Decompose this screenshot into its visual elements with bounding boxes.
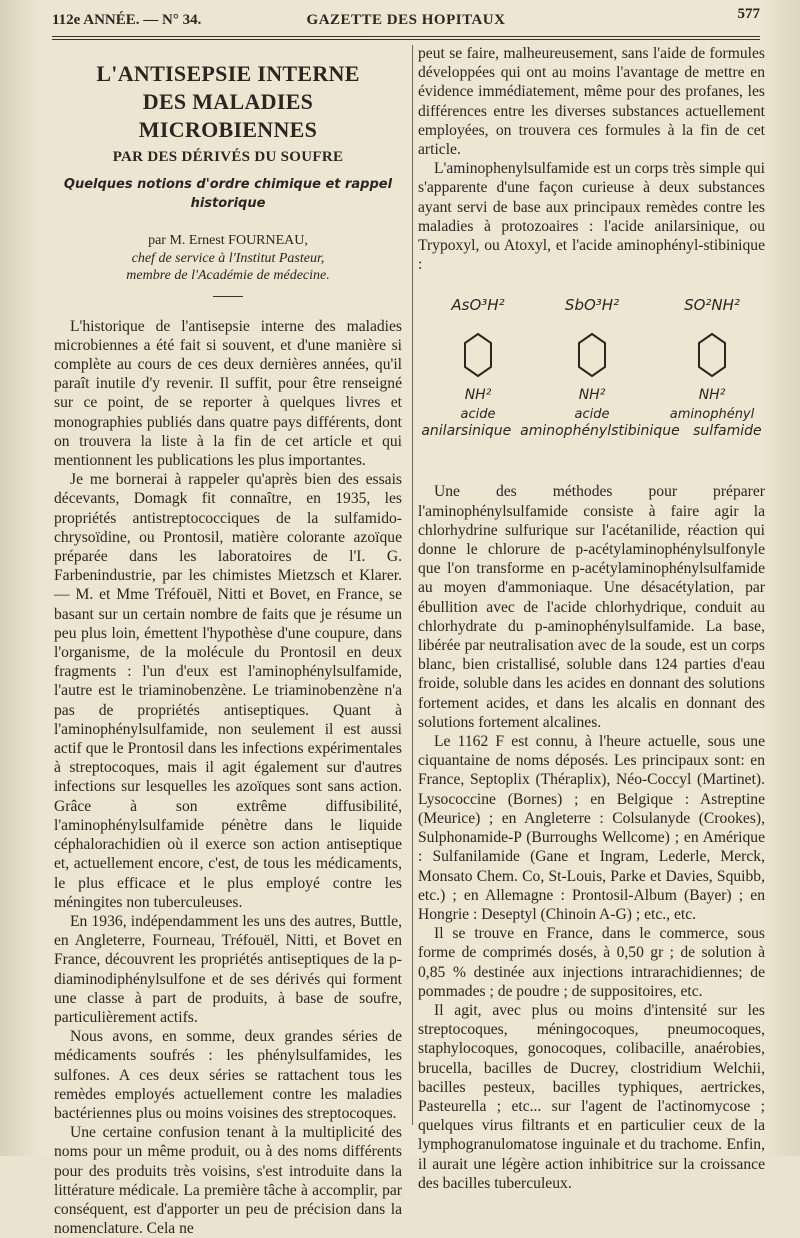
benzene-ring-icon — [652, 332, 772, 378]
title-separator — [213, 296, 243, 297]
header-rule — [52, 36, 760, 37]
right-column — [418, 44, 765, 1193]
paragraph: Il se trouve en France, dans le commerce, sous forme de comprimés dosés, à 0,50 gr ; de solution à 0,85 % destinée aux injections intrarachidiennes; de pommades ; de poudre ; de suppositoires, etc. — [418, 925, 765, 1000]
paragraph: Le 1162 F est connu, à l'heure actuelle, sous une ciquantaine de noms déposés. Les principaux sont: en France, Septoplix (Théraplix), Néo-Coccyl (Martinet). Lysococcine (Bornes) ; en Belgique : Astreptine (Meurice) ; en Angleterre : Colsulanyde (Crookes), Sulphonamide-P (Burroughs Wellcome) ; en Amérique : Sulfanilamide (Gane et Ingram, Lederle, Merck, Monsato Chem. Co, St-Louis, Parke et Davies, Squibb, etc.) ; en Allemagne : Prontosil-Album (Bayer) ; en Hongrie : Deseptyl (Chinoin A-G) ; etc., etc. — [418, 733, 765, 923]
article-subtitle: PAR DES DÉRIVÉS DU SOUFRE — [112, 149, 344, 165]
formula-bottom-group: NH² — [578, 386, 606, 403]
formula-name: sulfamide — [693, 423, 762, 440]
formula-top-group: SbO³H² — [564, 296, 620, 315]
paragraph: Nous avons, en somme, deux grandes séries de médicaments soufrés : les phénylsulfamides, les sulfones. A ces deux séries se rattachent tous les remèdes employés actuellement contre les maladies bactériennes plus ou moins voisines des streptocoques. — [54, 1028, 402, 1122]
paragraph: L'aminophenylsulfamide est un corps très simple qui s'apparente d'une façon curieuse à deux substances ayant servi de base aux principaux remèdes contre les maladies à protozoaires : l'acide anilarsinique, ou Trypoxyl, ou Atoxyl, et l'acide aminophényl-stibinique : — [418, 160, 765, 274]
issue-number: 112e ANNÉE. — N° 34. — [52, 12, 202, 28]
formula-stibinic — [532, 296, 652, 424]
header-rule-double — [52, 39, 760, 40]
page-number: 577 — [737, 6, 760, 22]
formula-bottom-group: NH² — [464, 386, 492, 403]
formula-bottom-group: NH² — [698, 386, 726, 403]
left-column — [54, 44, 402, 1238]
paragraph: Une certaine confusion tenant à la multiplicité des noms pour un même produit, ou à des noms différents pour des produits très voisins, s'est introduite dans la littérature médicale. La première tâche à accomplir, par conséquent, est d'apporter un peu de précision dans la nomenclature. Cela ne — [54, 1124, 402, 1238]
author-byline: par M. Ernest FOURNEAU, — [148, 232, 308, 248]
paragraph: En 1936, indépendamment les uns des autres, Buttle, en Angleterre, Fourneau, Tréfouël, Nitti, et Bovet en France, découvrent les propriétés antiseptiques de la p-diaminodiphénylsulfone et de ses dérivés qui forment une classe à part de produits, à base de soufre, particulièrement actifs. — [54, 912, 402, 1026]
article-title-line1: L'ANTISEPSIE INTERNE — [96, 61, 360, 86]
formula-sulfamide — [652, 296, 772, 424]
formula-anilarsinic — [418, 296, 538, 424]
paragraph: Je me bornerai à rappeler qu'après bien des essais décevants, Domagk fit connaître, en 1935, les propriétés antistreptococciques de la sulfamido-chrysoïdine, ou Prontosil, matière colorante azoïque préparée dans les laboratoires de l'I. G. Farbenindustrie, par les chimistes Mietzsch et Klarer. — M. et Mme Tréfouël, Nitti et Bovet, en France, se basant sur un certain nombre de faits que je résume un peu plus loin, émettent l'hypothèse d'une coupure, dans l'organisme, de la molécule du Prontosil en deux fragments : l'un d'eux est l'aminophénylsulfamide, l'autre est le triaminobenzène. Le triaminobenzène n'a pas de propriétés antiseptiques. Quant à l'aminophénylsulfamide, non seulement il est aussi actif que le Prontosil dans les infections expérimentales à streptocoques, mais il agit également sur d'autres infections sur lesquelles les azoïques sont sans action. Grâce à son extrême diffusibilité, l'aminophénylsulfamide pénètre dans le liquide céphalorachidien où il exerce son action antiseptique et, actuellement encore, c'est, de tous les médicaments, le plus efficace et le plus employé contre les méningites non tuberculeuses. — [54, 471, 402, 911]
author-role-2: membre de l'Académie de médecine. — [126, 267, 330, 283]
page-header — [52, 6, 760, 34]
formula-name: aminophénylstibinique — [520, 423, 680, 440]
article-title-line2: DES MALADIES MICROBIENNES — [138, 89, 318, 142]
formula-top-group: SO²NH² — [684, 296, 740, 315]
formula-word: aminophényl — [669, 406, 755, 422]
formula-name: anilarsinique — [421, 423, 512, 440]
paragraph: peut se faire, malheureusement, sans l'aide de formules développées qui ont au moins l'avantage de mettre en évidence immédiatement, même pour des profanes, les différences entre les diverses substances actuellement employées, on trouvera ces formules à la fin de cet article. — [418, 45, 765, 159]
formula-top-group: AsO³H² — [451, 296, 505, 315]
benzene-ring-icon — [532, 332, 652, 378]
author-role-1: chef de service à l'Institut Pasteur, — [131, 250, 325, 266]
formula-names — [418, 422, 765, 441]
article-subsubtitle: Quelques notions d'ordre chimique et rappel historique — [63, 177, 393, 212]
column-divider — [412, 45, 413, 1125]
chemical-formulas — [418, 282, 765, 482]
formula-word: acide — [460, 406, 496, 422]
paragraph: Une des méthodes pour préparer l'aminophénylsulfamide consiste à faire agir la chlorhydrine sulfurique sur l'acétanilide, réaction qui donne le chlorure de p-acétylaminophénylsulfonyle que l'on transforme en p-acétylaminophénylsulfamide au moyen d'ammoniaque. Une désacétylation, par ébullition avec de l'acide chlorhydrique, conduit au chlorhydrate du p-aminophénylsulfamide. La base, libérée par neutralisation avec de la soude, est un corps blanc, bien cristallisé, soluble dans 124 parties d'eau froide, soluble dans les acides en donnant des solutions fortement acides, et dans les alcalis en donnant des solutions fortement alcalines. — [418, 483, 765, 731]
paragraph: Il agit, avec plus ou moins d'intensité sur les streptocoques, méningocoques, pneumocoques, staphylocoques, gonocoques, colibacille, anaérobies, brucella, bacilles de Ducrey, clostridium Welchii, bacilles pesteux, bacilles typhiques, aertrickes, Pasteurella ; etc... sur l'agent de l'actinomycose ; quelques virus filtrants et en particulier ceux de la lymphogranulomatose inguinale et du trachome. Enfin, il aurait une légère action inhibitrice sur la croissance des bacilles tuberculeux. — [418, 1001, 765, 1192]
paragraph: L'historique de l'antisepsie interne des maladies microbiennes a été fait si souvent, et d'une manière si complète au cours de ces deux dernières années, qu'il paraît inutile d'y revenir. Il suffit, pour être renseigné sur ce point, de se reporter à quelques livres et monographies publiés dans quatre pays différents, dont on trouvera la liste à la fin de cet article et qui mentionnent les publications les plus importantes. — [54, 317, 402, 470]
benzene-ring-icon — [418, 332, 538, 378]
formula-word: acide — [574, 406, 610, 422]
journal-title: GAZETTE DES HOPITAUX — [306, 12, 506, 28]
